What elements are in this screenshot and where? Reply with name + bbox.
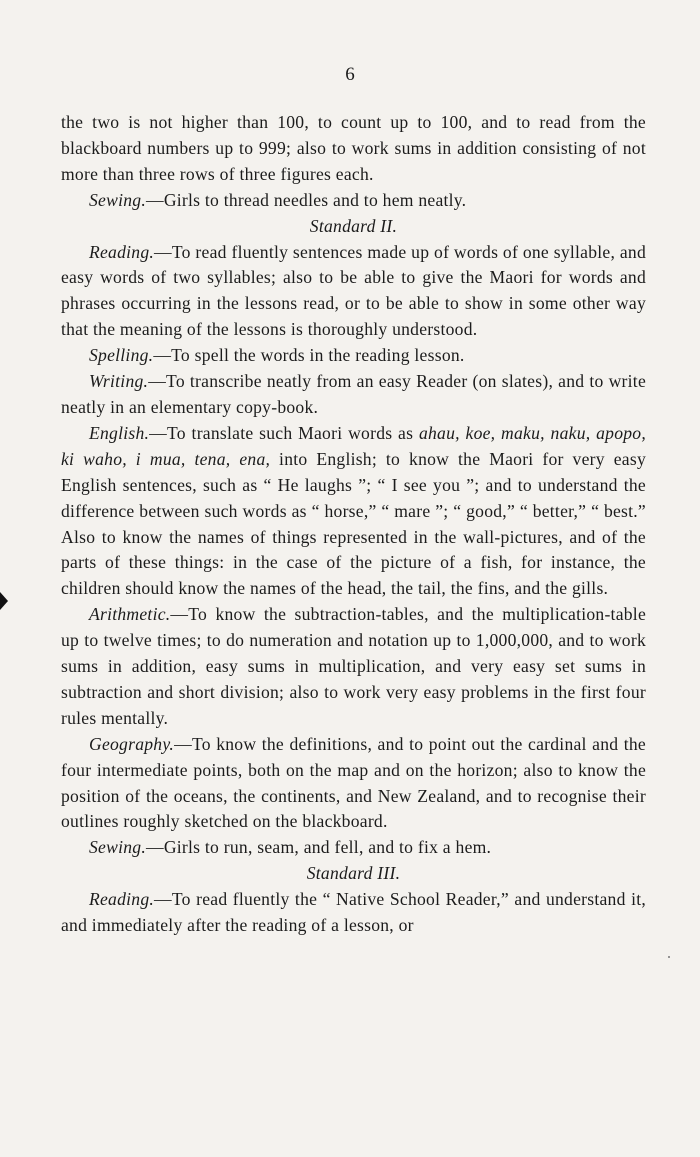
paragraph-sewing-std1 xyxy=(61,188,646,214)
paragraph-reading-std3 xyxy=(61,887,646,939)
page-number: 6 xyxy=(345,64,355,85)
paragraph-text: —Girls to run, seam, and fell, and to fix a hem. xyxy=(145,837,492,858)
maori-words: ahau, koe, maku, naku, apopo, ki waho, i mua, tena, ena, xyxy=(61,422,646,469)
paragraph-label: Sewing. xyxy=(89,837,146,858)
paragraph-label: Sewing. xyxy=(89,189,146,210)
paragraph-arithmetic-std2 xyxy=(61,602,646,732)
paragraph-text: —Girls to thread needles and to hem neatly. xyxy=(145,189,467,210)
paragraph-label: Writing. xyxy=(89,371,149,392)
paragraph-spelling-std2 xyxy=(61,343,646,369)
paragraph-continuation xyxy=(61,110,646,188)
paragraph-label: English. xyxy=(89,422,150,443)
paragraph-english-std2 xyxy=(61,421,646,602)
paragraph-writing-std2 xyxy=(61,369,646,421)
section-heading-standard-3: Standard III. xyxy=(306,863,401,884)
paragraph-label: Reading. xyxy=(89,889,155,910)
paragraph-text: —To read fluently sentences made up of words of one syllable, and easy words of two syllables; also to be able to give the Maori for words and phrases occurring in the lessons read, or to be able to show in some other way that the meaning of the lessons is thoroughly understood. xyxy=(61,241,646,340)
body-text xyxy=(61,110,646,939)
scan-speck xyxy=(668,956,670,958)
paragraph-sewing-std2 xyxy=(61,835,646,861)
paragraph-label: Arithmetic. xyxy=(89,604,171,625)
margin-arrow-icon xyxy=(0,592,8,610)
paragraph-label: Geography. xyxy=(89,733,175,754)
paragraph-label: Reading. xyxy=(89,241,155,262)
paragraph-text: —To know the definitions, and to point out the cardinal and the four intermediate points, both on the map and on the horizon; also to know the position of the oceans, the continents, and New Zealand, and to recognise their outlines roughly sketched on the blackboard. xyxy=(61,733,646,832)
paragraph-text: —To transcribe neatly from an easy Reader (on slates), and to write neatly in an elementary copy-book. xyxy=(61,371,646,417)
paragraph-geography-std2 xyxy=(61,732,646,836)
paragraph-text-continued: into English; to know the Maori for very easy English sentences, such as “ He laughs ”; “ I see you ”; and to understand the difference between such words as “ horse,” “ mare ”; “ good,” “ better,” “ best.” Also to know the names of things represented in the wall-pictures, and of the parts of these things: in the case of the picture of a fish, for instance, the children should know the names of the head, the tail, the fins, and the gills. xyxy=(61,448,646,599)
paragraph-reading-std2 xyxy=(61,240,646,344)
paragraph-text: the two is not higher than 100, to count up to 100, and to read from the blackboard numbers up to 999; also to work sums in addition consisting of not more than three rows of three figures each. xyxy=(61,112,646,184)
paragraph-text: —To know the subtraction-tables, and the multiplication-table up to twelve times; to do numeration and notation up to 1,000,000, and to work sums in addition, easy sums in multiplication, and very easy set sums in subtraction and short division; also to work very easy problems in the first four rules mentally. xyxy=(61,604,646,728)
paragraph-text: —To spell the words in the reading lesson. xyxy=(153,345,465,366)
paragraph-text: —To read fluently the “ Native School Reader,” and understand it, and immediately after the reading of a lesson, or xyxy=(61,889,646,936)
paragraph-text: —To translate such Maori words as xyxy=(149,422,419,443)
section-heading-standard-2: Standard II. xyxy=(309,215,398,236)
paragraph-label: Spelling. xyxy=(89,345,154,366)
